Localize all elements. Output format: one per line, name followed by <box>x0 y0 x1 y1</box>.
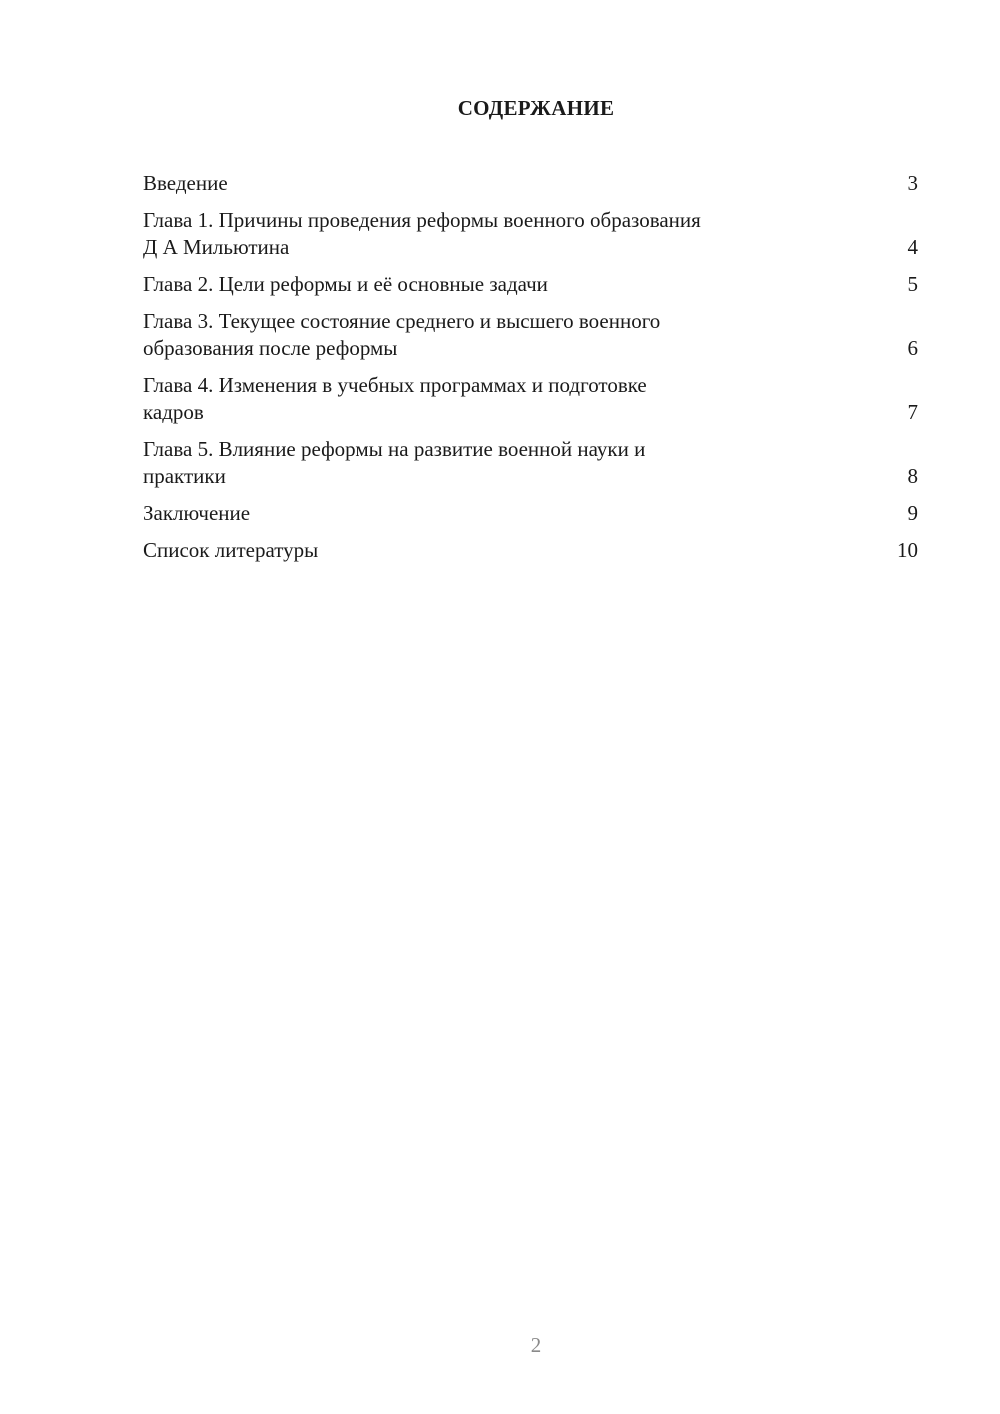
page-number: 2 <box>530 1333 542 1357</box>
toc-title: СОДЕРЖАНИЕ <box>457 96 615 120</box>
toc-entry <box>143 207 918 261</box>
toc-entry-page: 4 <box>907 235 918 259</box>
toc-entry-page: 9 <box>907 501 918 525</box>
toc-entry <box>143 308 918 362</box>
toc-entry-title: Глава 1. Причины проведения реформы военного образования Д А Мильютина <box>143 208 701 259</box>
toc-entry-page: 6 <box>907 336 918 360</box>
toc-entry-page: 3 <box>907 171 918 195</box>
toc-entry-title: Глава 3. Текущее состояние среднего и высшего военного образования после реформы <box>143 309 661 360</box>
toc-entry-title: Глава 2. Цели реформы и её основные задачи <box>143 272 548 296</box>
toc-entry-title: Глава 4. Изменения в учебных программах и подготовке кадров <box>143 373 647 424</box>
toc-entry-page: 5 <box>907 272 918 296</box>
toc-entry-page: 10 <box>897 538 918 562</box>
toc-entry-title: Заключение <box>143 501 251 525</box>
table-of-contents <box>143 170 918 574</box>
toc-entry <box>143 271 918 298</box>
toc-entry-page: 8 <box>907 464 918 488</box>
toc-entry <box>143 170 918 197</box>
toc-entry <box>143 537 918 564</box>
toc-entry <box>143 436 918 490</box>
toc-entry <box>143 372 918 426</box>
toc-entry-title: Список литературы <box>143 538 319 562</box>
toc-entry-title: Введение <box>143 171 228 195</box>
toc-entry-title: Глава 5. Влияние реформы на развитие военной науки и практики <box>143 437 646 488</box>
toc-entry-page: 7 <box>907 400 918 424</box>
toc-entry <box>143 500 918 527</box>
